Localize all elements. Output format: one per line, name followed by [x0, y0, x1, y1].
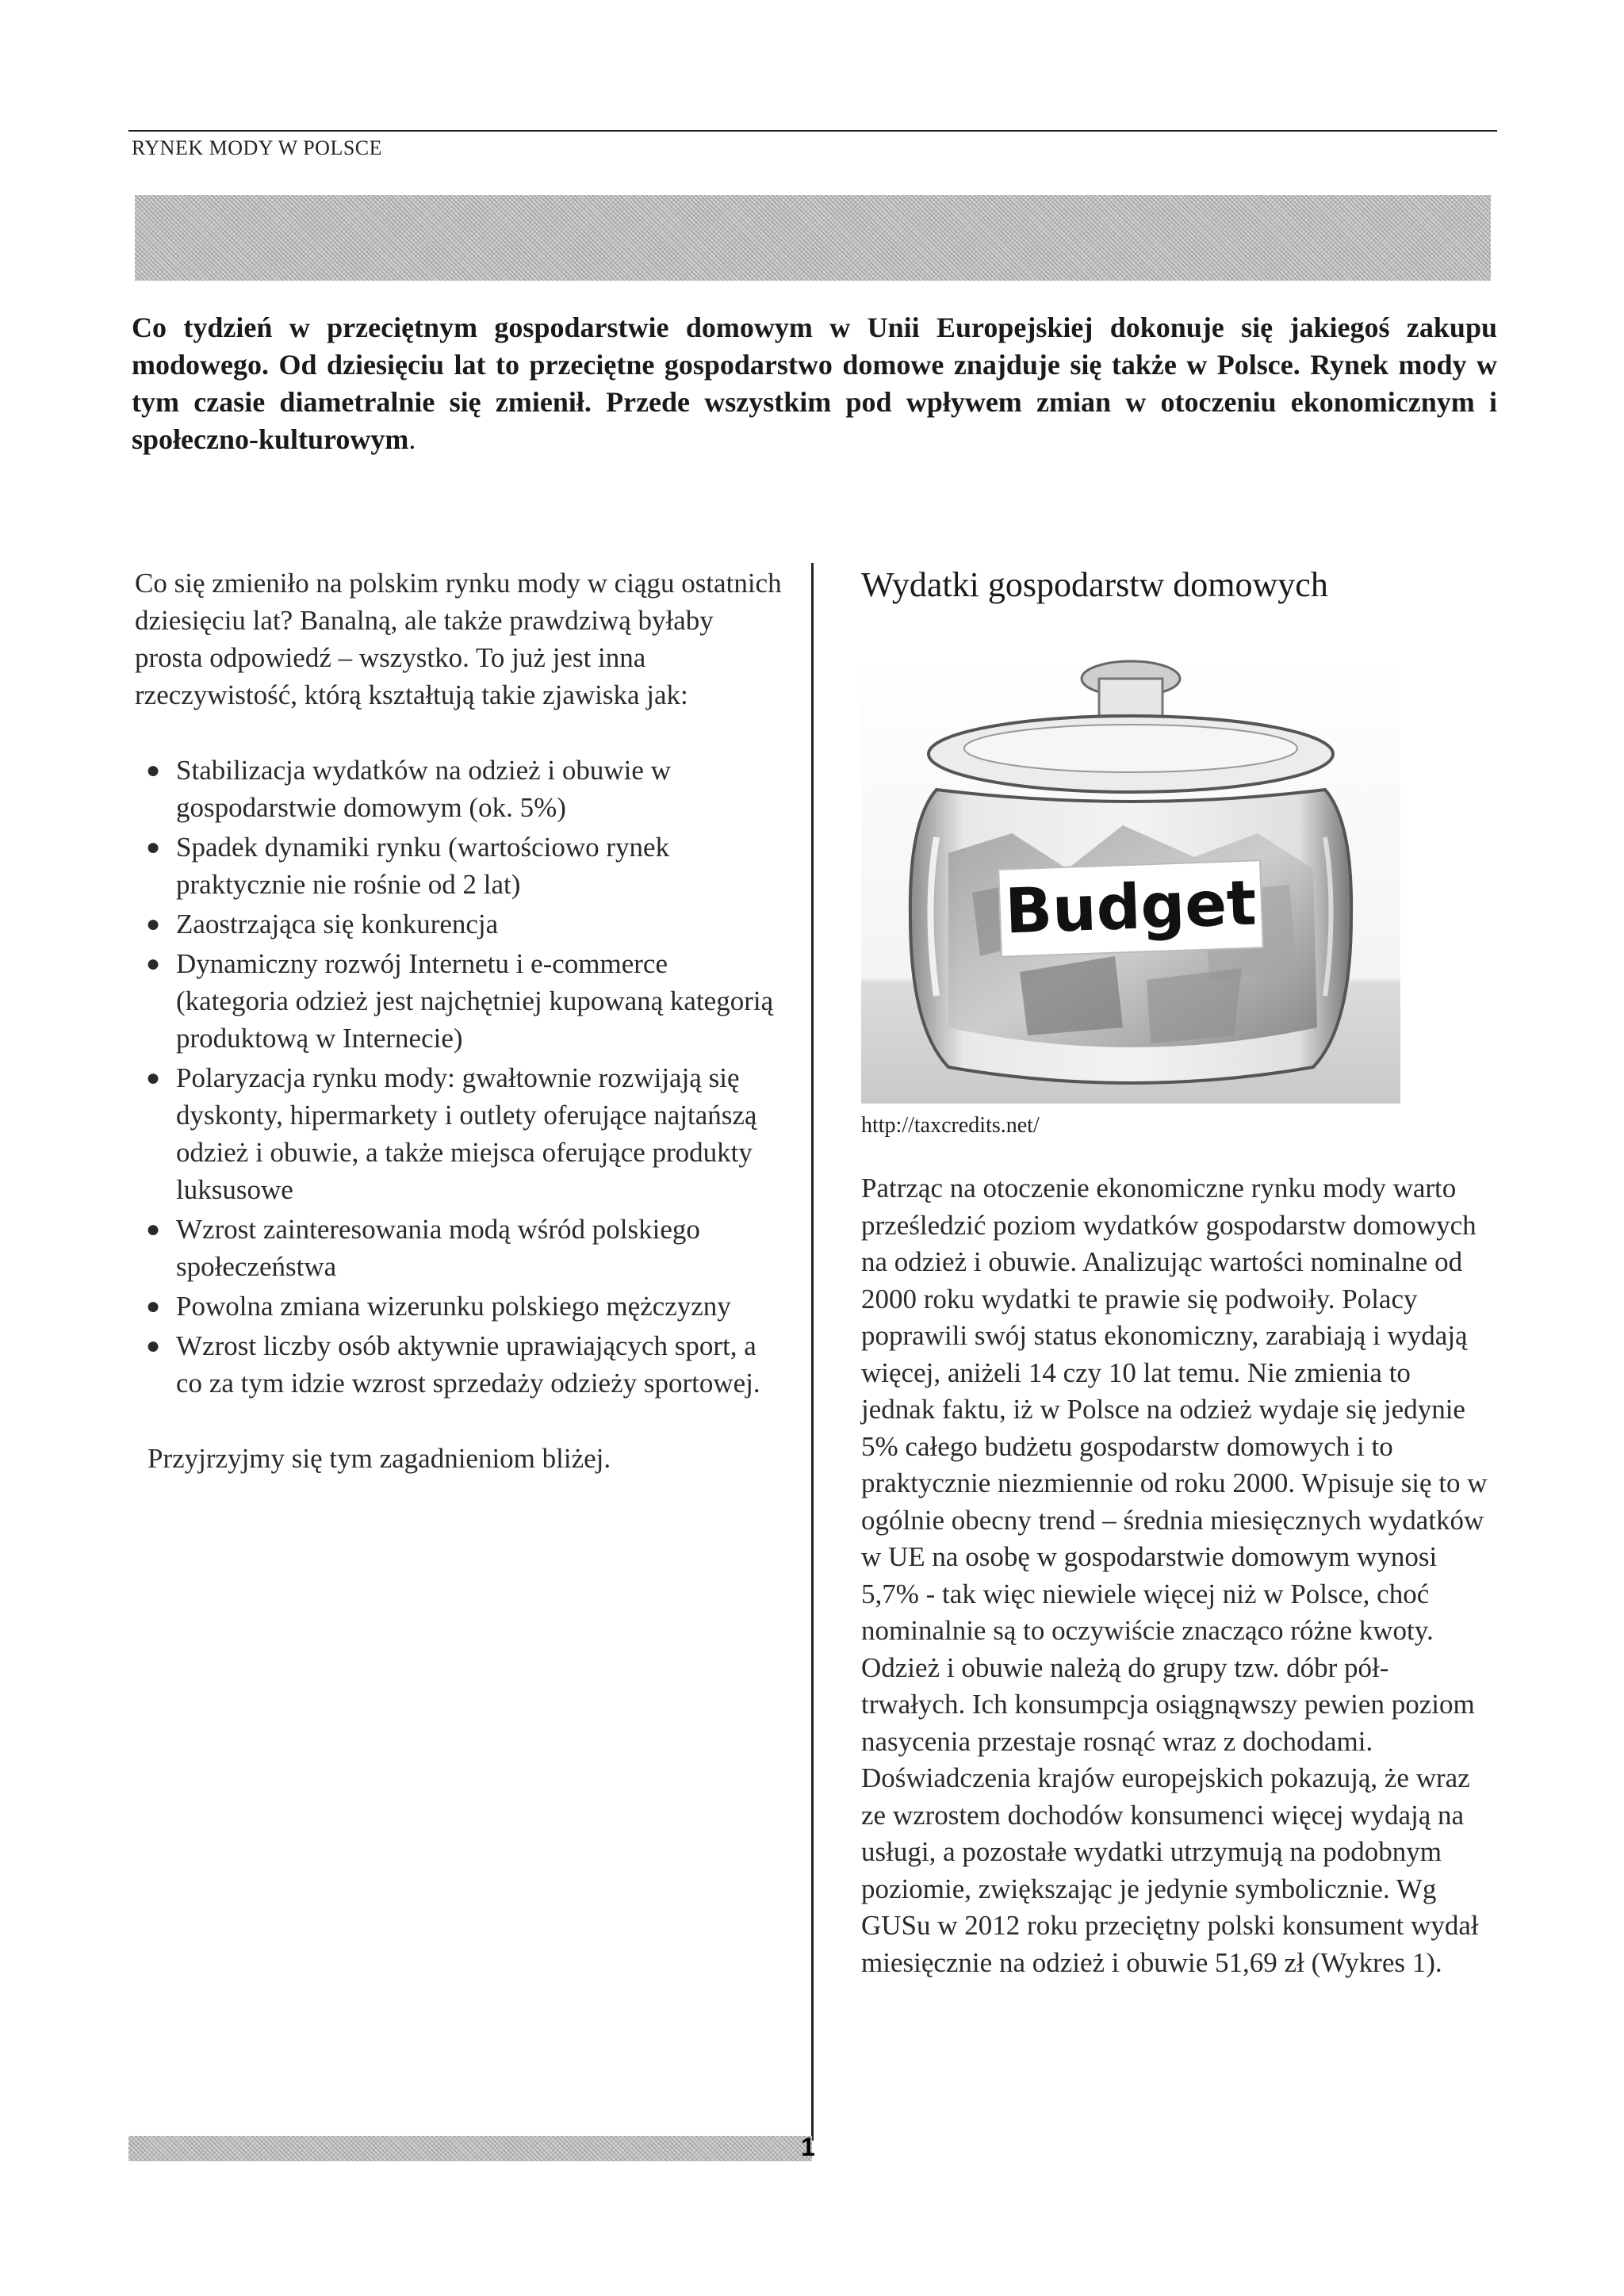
- bullet-icon: ●: [146, 1216, 161, 1242]
- header-banner: [135, 195, 1491, 281]
- bullet-icon: ●: [146, 1293, 161, 1319]
- list-item-text: Spadek dynamiki rynku (wartościowo rynek praktycznie nie rośnie od 2 lat): [176, 832, 670, 900]
- right-column: [861, 564, 1488, 1981]
- bullet-icon: ●: [146, 834, 161, 860]
- photo-caption: http://taxcredits.net/: [861, 1113, 1040, 1138]
- list-item: [135, 1327, 785, 1402]
- body-text: Patrząc na otoczenie ekonomiczne rynku mody warto prześledzić poziom wydatków gospodarstw domowych na odzież i obuwie. Analizując wartości nominalne od 2000 roku wydatki te prawie się podwoiły. Polacy poprawili swój status ekonomiczny, zarabiają i wydają więcej, aniżeli 14 czy 10 lat temu. Nie zmienia to jednak faktu, iż w Polsce na odzież wydaje się jedynie 5% całego budżetu gospodarstw domowych i to praktycznie niezmiennie od roku 2000. Wpisuje się to w ogólnie obecny trend – średnia miesięcznych wydatków w UE na osobę w gospodarstwie domowym wynosi 5,7% - tak więc niewiele więcej niż w Polsce, choć nominalnie są to oczywiście znacząco różne kwoty. Odzież i obuwie należą do grupy tzw. dóbr pół-trwałych. Ich konsumpcja osiągnąwszy pewien poziom nasycenia przestaje rosnąć wraz z dochodami. Doświadczenia krajów europejskich pokazują, że wraz ze wzrostem dochodów konsumenci więcej wydają na usługi, a pozostałe wydatki utrzymują na podobnym poziomie, zwiększając je jedynie symbolicznie. Wg GUSu w 2012 roku przeciętny polski konsument wydał miesięcznie na odzież i obuwie 51,69 zł (Wykres 1).: [861, 1173, 1488, 1978]
- list-item: [135, 1288, 785, 1325]
- header-rule: [128, 130, 1497, 132]
- phenomena-list: [135, 752, 785, 1402]
- list-item-text: Dynamiczny rozwój Internetu i e-commerce (kategoria odzież jest najchętniej kupowaną kategorią produktową w Internecie): [176, 948, 774, 1054]
- list-item: [135, 1059, 785, 1208]
- budget-jar-photo: [861, 655, 1400, 1104]
- list-item-text: Stabilizacja wydatków na odzież i obuwie w gospodarstwie domowym (ok. 5%): [176, 755, 671, 823]
- list-item: [135, 1211, 785, 1285]
- bullet-icon: ●: [146, 757, 161, 783]
- bullet-icon: ●: [146, 951, 161, 977]
- running-title: RYNEK MODY W POLSCE: [132, 136, 383, 159]
- body-paragraph: [861, 1170, 1488, 1981]
- list-item: [135, 905, 785, 943]
- bullet-icon: ●: [146, 911, 161, 937]
- list-item: [135, 752, 785, 826]
- jar-label: Budget: [1004, 867, 1258, 948]
- lead-paragraph: [132, 309, 1497, 458]
- left-column: [135, 564, 785, 1477]
- closing-paragraph: Przyjrzyjmy się tym zagadnieniom bliżej.: [147, 1443, 611, 1474]
- list-item-text: Polaryzacja rynku mody: gwałtownie rozwijają się dyskonty, hipermarkety i outlety oferujące najtańszą odzież i obuwie, a także miejsca oferujące produkty luksusowe: [176, 1062, 757, 1205]
- list-item-text: Powolna zmiana wizerunku polskiego mężczyzny: [176, 1291, 731, 1322]
- page-number: 1: [801, 2133, 815, 2161]
- column-divider: [811, 563, 814, 2141]
- lead-tail: .: [408, 423, 416, 455]
- intro-paragraph: Co się zmieniło na polskim rynku mody w ciągu ostatnich dziesięciu lat? Banalną, ale także prawdziwą byłaby prosta odpowiedź – wszystko. To już jest inna rzeczywistość, którą kształtują takie zjawiska jak:: [135, 568, 782, 710]
- section-title: Wydatki gospodarstw domowych: [861, 565, 1328, 604]
- list-item-text: Wzrost zainteresowania modą wśród polskiego społeczeństwa: [176, 1214, 700, 1282]
- list-item-text: Zaostrzająca się konkurencja: [176, 909, 499, 939]
- bullet-icon: ●: [146, 1065, 161, 1091]
- list-item-text: Wzrost liczby osób aktywnie uprawiających sport, a co za tym idzie wzrost sprzedaży odzieży sportowej.: [176, 1330, 760, 1399]
- list-item: [135, 945, 785, 1057]
- budget-jar-illustration: [861, 655, 1400, 1104]
- lead-text: Co tydzień w przeciętnym gospodarstwie domowym w Unii Europejskiej dokonuje się jakiegoś zakupu modowego. Od dziesięciu lat to przeciętne gospodarstwo domowe znajduje się także w Polsce. Rynek mody w tym czasie diametralnie się zmienił. Przede wszystkim pod wpływem zmian w otoczeniu ekonomicznym i społeczno-kulturowym: [132, 312, 1497, 455]
- list-item: [135, 828, 785, 903]
- bullet-icon: ●: [146, 1333, 161, 1359]
- footer-bar: [128, 2136, 812, 2161]
